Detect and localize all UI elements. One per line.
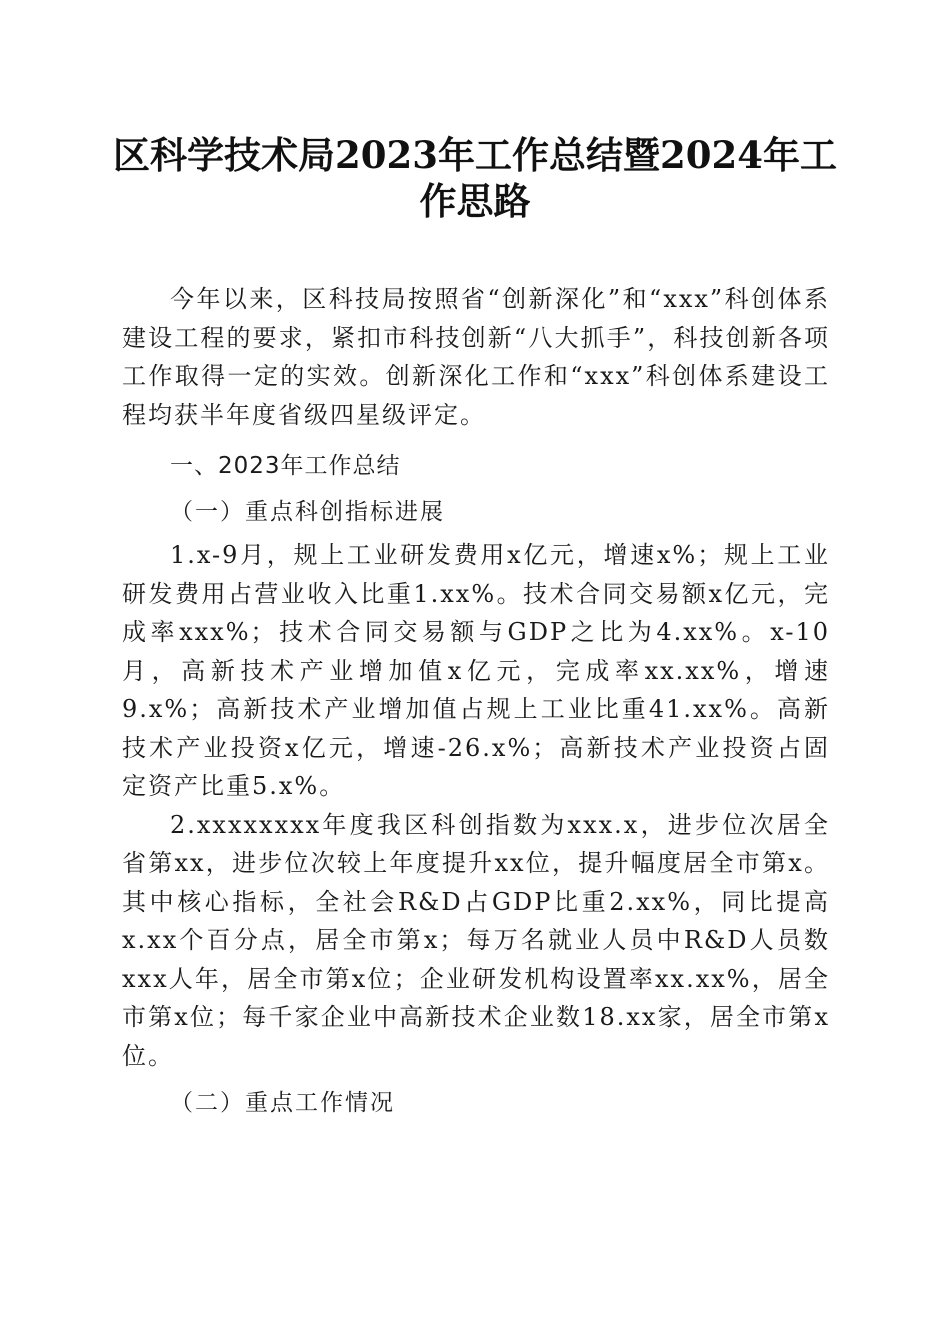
indicator-paragraph-2: 2.xxxxxxxx年度我区科创指数为xxx.x，进步位次居全省第xx，进步位次较上年度提升xx位，提升幅度居全市第x。其中核心指标，全社会R&D占GDP比重2.xx%，同比提高x.xx个百分点，居全市第x；每万名就业人员中R&D人员数xxx人年，居全市第x位；企业研发机构设置率xx.xx%，居全市第x位；每千家企业中高新技术企业数18.xx家，居全市第x位。 (122, 810, 830, 1070)
document-title: 区科学技术局2023年工作总结暨2024年工作思路 (113, 133, 837, 223)
spacer (122, 434, 830, 442)
spacer (122, 1075, 830, 1083)
intro-paragraph: 今年以来，区科技局按照省“创新深化”和“xxx”科创体系建设工程的要求，紧扣市科技创新“八大抓手”，科技创新各项工作取得一定的实效。创新深化工作和“xxx”科创体系建设工程均获半年度省级四星级评定。 (122, 285, 830, 429)
section-heading-summary: 一、2023年工作总结 (170, 453, 401, 479)
indicator-paragraph-1: 1.x-9月，规上工业研发费用x亿元，增速x%；规上工业研发费用占营业收入比重1.xx%。技术合同交易额x亿元，完成率xxx%；技术合同交易额与GDP之比为4.xx%。x-10月，高新技术产业增加值x亿元，完成率xx.xx%，增速9.x%；高新技术产业增加值占规上工业比重41.xx%。高新技术产业投资x亿元，增速-26.x%；高新技术产业投资占固定资产比重5.x%。 (122, 541, 830, 800)
document-body (122, 280, 830, 1127)
subsection-heading-key-work: （二）重点工作情况 (170, 1090, 395, 1116)
subsection-heading-indicators: （一）重点科创指标进展 (170, 499, 445, 525)
